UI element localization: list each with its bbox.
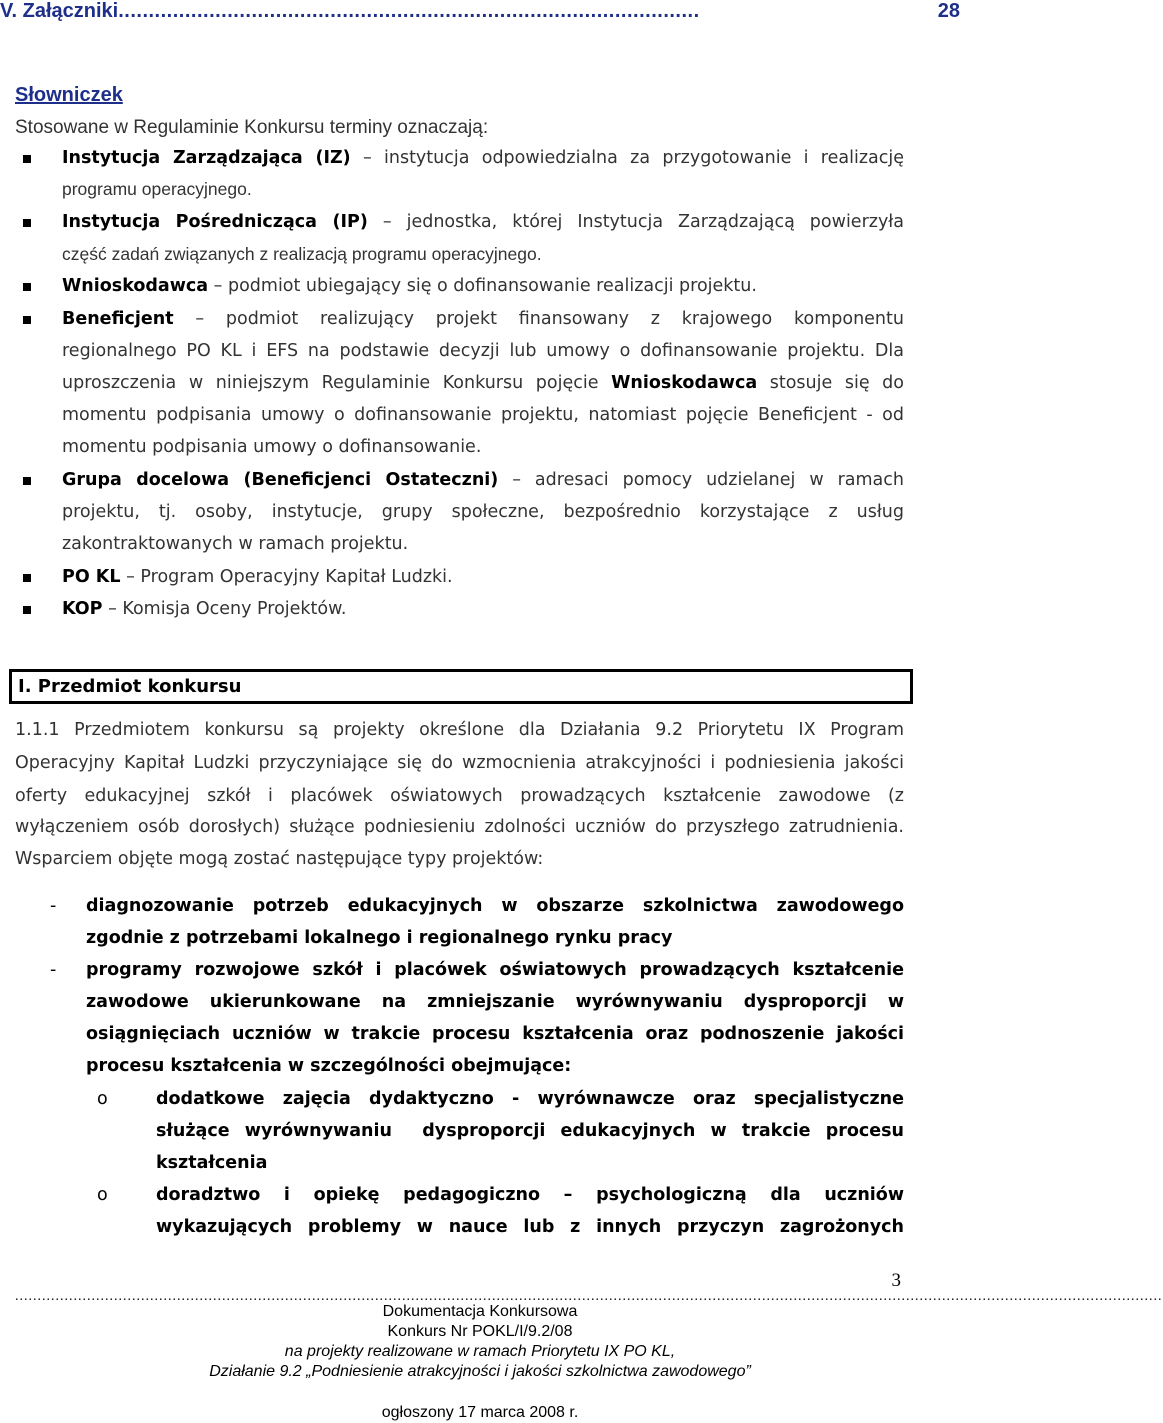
project-type-line: programy rozwojowe szkół i placówek oświatowych prowadzących kształcenie: [86, 960, 904, 980]
section-paragraph-line: Wsparciem objęte mogą zostać następujące typy projektów:: [15, 849, 544, 869]
footer-line: Działanie 9.2 „Podniesienie atrakcyjności i jakości szkolnictwa zawodowego”: [209, 1363, 751, 1380]
project-type-line: diagnozowanie potrzeb edukacyjnych w obszarze szkolnictwa zawodowego: [86, 896, 904, 916]
glossary-term: Wnioskodawca: [62, 276, 209, 296]
dash-marker: -: [50, 960, 57, 980]
toc-page: 28: [934, 0, 960, 23]
section-paragraph-line: oferty edukacyjnej szkół i placówek oświatowych prowadzących kształcenie zawodowe (z: [15, 786, 904, 806]
glossary-definition: – jednostka, której Instytucja Zarządzającą powierzyła: [382, 212, 905, 232]
section-header-box: [9, 669, 913, 704]
glossary-term: Instytucja Zarządzająca (IZ): [62, 148, 351, 168]
text-span: stosuje się do: [769, 373, 904, 393]
glossary-term: PO KL: [62, 567, 121, 587]
circle-bullet-icon: o: [97, 1185, 108, 1205]
glossary-gd-line2: projektu, tj. osoby, instytucje, grupy społeczne, bezpośrednio korzystające z usług: [62, 502, 904, 522]
glossary-kop-line: [62, 599, 346, 619]
glossary-ben-line2: regionalnego PO KL i EFS na podstawie decyzji lub umowy o dofinansowanie projektu. Dla: [62, 341, 904, 361]
glossary-ben-line5: momentu podpisania umowy o dofinansowanie.: [62, 437, 482, 457]
circle-bullet-icon: o: [97, 1089, 108, 1109]
bullet-icon: [23, 219, 31, 227]
sub-item-line: dodatkowe zajęcia dydaktyczno - wyrównawcze oraz specjalistyczne: [156, 1089, 904, 1109]
section-title: I. Przedmiot konkursu: [18, 676, 242, 697]
toc-entry[interactable]: [0, 0, 960, 23]
bullet-icon: [23, 606, 31, 614]
text-span: uproszczenia w niniejszym Regulaminie Konkursu pojęcie: [62, 373, 599, 393]
glossary-term: Instytucja Pośrednicząca (IP): [62, 212, 368, 232]
bullet-icon: [23, 477, 31, 485]
glossary-heading: Słowniczek: [15, 84, 123, 106]
glossary-ben-line4: momentu podpisania umowy o dofinansowanie projektu, natomiast pojęcie Beneficjent - od: [62, 405, 904, 425]
bullet-icon: [23, 155, 31, 163]
footer-line: Dokumentacja Konkursowa: [382, 1303, 578, 1320]
footer-line: na projekty realizowane w ramach Priorytetu IX PO KL,: [284, 1343, 676, 1360]
glossary-iz-line1: [62, 148, 904, 168]
section-paragraph-line: wyłączeniem osób dorosłych) służące podniesieniu zdolności uczniów do przyszłego zatrudnienia.: [15, 817, 904, 837]
sub-item-line: wykazujących problemy w nauce lub z innych przyczyn zagrożonych: [156, 1217, 904, 1237]
sub-item-line: służące wyrównywaniu dysproporcji edukacyjnych w trakcie procesu: [156, 1121, 904, 1141]
glossary-definition: – instytucja odpowiedzialna za przygotowanie i realizację: [362, 148, 904, 168]
glossary-term: Wnioskodawca: [611, 373, 758, 393]
glossary-ben-line3: [62, 373, 904, 393]
toc-dots: ................................................................................................: [118, 0, 700, 22]
dash-marker: -: [50, 896, 57, 916]
glossary-definition: – Program Operacyjny Kapitał Ludzki.: [126, 567, 453, 587]
footer-line: Konkurs Nr POKL/I/9.2/08: [387, 1323, 573, 1340]
glossary-ip-line2: część zadań związanych z realizacją programu operacyjnego.: [62, 244, 542, 264]
glossary-definition: – Komisja Oceny Projektów.: [108, 599, 347, 619]
footer-dots: ...............................................................................................................................................................................................................................................................: [15, 1289, 1163, 1304]
glossary-ip-line1: [62, 212, 904, 232]
sub-item-line: kształcenia: [156, 1153, 268, 1173]
bullet-icon: [23, 283, 31, 291]
bullet-icon: [23, 574, 31, 582]
glossary-definition: – podmiot realizujący projekt finansowany z krajowego komponentu: [195, 309, 904, 329]
section-paragraph-line: Operacyjny Kapitał Ludzki przyczyniające się do wzmocnienia atrakcyjności i podniesienia jakości: [15, 753, 904, 773]
page-number: 3: [891, 1270, 901, 1291]
toc-title: V. Załączniki: [0, 0, 119, 22]
glossary-wn-line: [62, 276, 757, 296]
section-paragraph-line: 1.1.1 Przedmiotem konkursu są projekty określone dla Działania 9.2 Priorytetu IX Program: [15, 720, 904, 740]
project-type-line: zgodnie z potrzebami lokalnego i regionalnego rynku pracy: [86, 928, 673, 948]
bullet-icon: [23, 316, 31, 324]
glossary-gd-line3: zakontraktowanych w ramach projektu.: [62, 534, 409, 554]
glossary-pokl-line: [62, 567, 453, 587]
project-type-line: zawodowe ukierunkowane na zmniejszanie wyrównywaniu dysproporcji w: [86, 992, 904, 1012]
glossary-term: KOP: [62, 599, 103, 619]
sub-item-line: doradztwo i opiekę pedagogiczno – psychologiczną dla uczniów: [156, 1185, 904, 1205]
footer-line: ogłoszony 17 marca 2008 r.: [381, 1404, 579, 1421]
glossary-term: Beneficjent: [62, 309, 174, 329]
glossary-ben-line1: [62, 309, 904, 329]
glossary-definition: – podmiot ubiegający się o dofinansowanie realizacji projektu.: [213, 276, 757, 296]
glossary-gd-line1: [62, 470, 904, 490]
glossary-term: Grupa docelowa (Beneficjenci Ostateczni): [62, 470, 499, 490]
glossary-definition: – adresaci pomocy udzielanej w ramach: [512, 470, 904, 490]
glossary-iz-line2: programu operacyjnego.: [62, 179, 252, 199]
project-type-line: osiągnięciach uczniów w trakcie procesu kształcenia oraz podnoszenie jakości: [86, 1024, 904, 1044]
glossary-intro: Stosowane w Regulaminie Konkursu terminy oznaczają:: [15, 117, 489, 138]
project-type-line: procesu kształcenia w szczególności obejmujące:: [86, 1056, 572, 1076]
